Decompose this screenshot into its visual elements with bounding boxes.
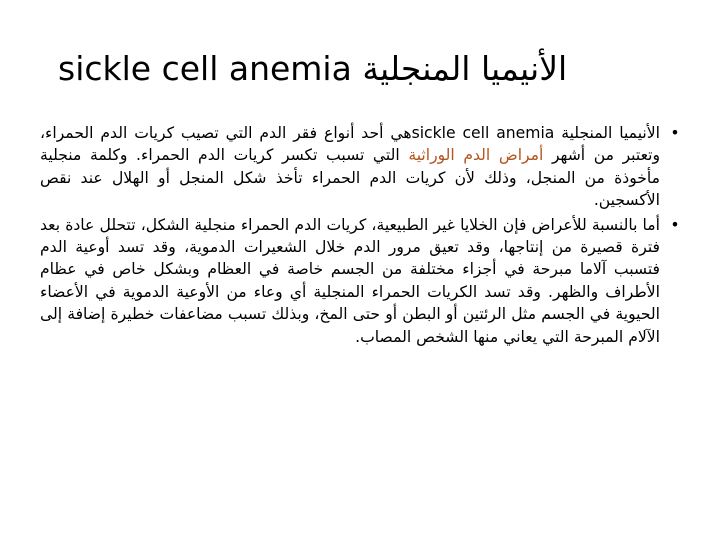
slide-body	[40, 122, 682, 350]
bullet-list	[40, 122, 682, 348]
title-arabic: الأنيميا المنجلية	[362, 49, 568, 88]
highlighted-link-text: أمراض الدم الوراثية	[408, 146, 544, 165]
term-latin: sickle cell anemia	[411, 124, 555, 142]
bullet-dot-icon: •	[670, 215, 680, 234]
symptoms-text: أما بالنسبة للأعراض فإن الخلايا غير الطبيعية، كريات الدم الحمراء منجلية الشكل، تتحلل عادة بعد فترة قصيرة من إنتاجها، وقد تعيق مرور الدم خلال الشعيرات الدموية، وقد تسد أوعية الدم فتسبب آلاما مبرحة في أجزاء مختلفة من الجسم خاصة في العظام وبشكل خاص في عظام الأطراف والظهر. وقد تسد الكريات الحمراء المنجلية أي وعاء من الأوعية الدموية في الأعضاء الحيوية في الجسم مثل الرئتين أو البطن أو حتى المخ، وبذلك تسبب مضاعفات خطيرة إضافة إلى الآلام المبرحة التي يعاني منها الشخص المصاب.	[40, 215, 660, 346]
bullet-dot-icon: •	[670, 124, 680, 142]
definition-text-start: هي أحد أنواع فقر الدم التي تصيب كريات الدم الحمراء، وتعتبر من أشهر	[40, 124, 660, 165]
title-latin: sickle cell anemia	[58, 49, 352, 88]
bullet-item-symptoms	[40, 214, 682, 348]
slide-title	[58, 44, 678, 94]
definition-text-end: التي تسبب تكسر كريات الدم الحمراء. وكلمة منجلية مأخوذة من المنجل، وذلك لأن كريات الدم الحمراء تأخذ شكل المنجل أو الهلال عند نقص الأكسجين.	[40, 146, 660, 210]
term-arabic: الأنيميا المنجلية	[554, 124, 660, 142]
bullet-item-definition	[40, 122, 682, 212]
